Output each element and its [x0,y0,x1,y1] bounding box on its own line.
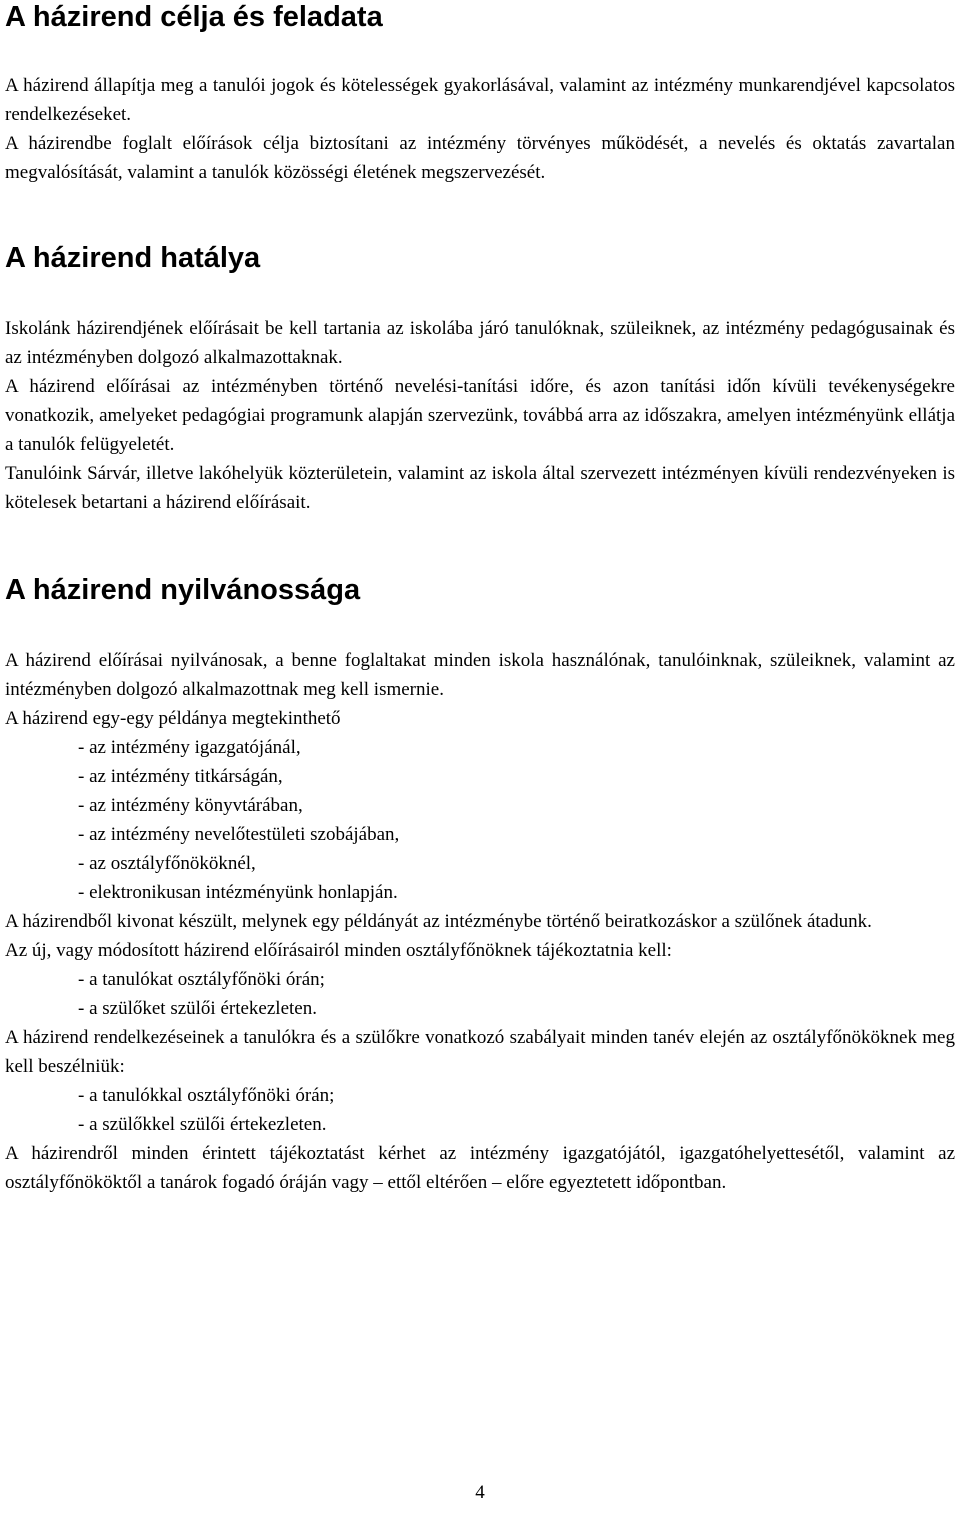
paragraph: Az új, vagy módosított házirend előírásairól minden osztályfőnöknek tájékoztatnia kell: [5,940,672,961]
list-item: - az intézmény könyvtárában, [78,795,303,816]
paragraph: A házirendről minden érintett tájékoztatást kérhet az intézmény igazgatójától, igazgatóhelyettesétől, valamint az osztályfőnököktől a tanárok fogadó óráján vagy – ettől eltérően – előre egyeztetett időpontban. [5,1143,955,1193]
list-item: - a szülőket szülői értekezleten. [78,998,317,1019]
viewing-locations-list [5,733,955,907]
paragraph: A házirend rendelkezéseinek a tanulókra és a szülőkre vonatkozó szabályait minden tanév elején az osztályfőnököknek meg kell beszélniük: [5,1027,955,1077]
list-item: - a tanulókkal osztályfőnöki órán; [78,1085,335,1106]
paragraph: A házirendbe foglalt előírások célja biztosítani az intézmény törvényes működését, a nevelés és oktatás zavartalan megvalósítását, valamint a tanulók közösségi életének megszervezését. [5,133,955,183]
paragraph: A házirend előírásai nyilvánosak, a benne foglaltakat minden iskola használónak, tanulóinknak, szüleiknek, valamint az intézményben dolgozó alkalmazottnak meg kell ismernie. [5,650,955,700]
section-body-publicity [5,646,955,1197]
paragraph: A házirendből kivonat készült, melynek egy példányát az intézménybe történő beiratkozáskor a szülőnek átadunk. [5,911,872,932]
discussion-list [5,1081,955,1139]
list-item: - az intézmény nevelőtestületi szobájában, [78,824,400,845]
paragraph: Iskolánk házirendjének előírásait be kell tartania az iskolába járó tanulóknak, szüleiknek, az intézmény pedagógusainak és az intézményben dolgozó alkalmazottaknak. [5,318,955,368]
list-item: - elektronikusan intézményünk honlapján. [78,882,398,903]
list-item: - az osztályfőnököknél, [78,853,256,874]
section-heading-publicity: A házirend nyilvánossága [5,574,361,606]
list-item: - a szülőkkel szülői értekezleten. [78,1114,327,1135]
informing-list [5,965,955,1023]
section-body-purpose [5,71,955,187]
list-item: - az intézmény titkárságán, [78,766,283,787]
paragraph: A házirend előírásai az intézményben történő nevelési-tanítási időre, és azon tanítási időn kívüli tevékenységekre vonatkozik, amelyeket pedagógiai programunk alapján szervezünk, továbbá arra az időszakra, amelyen intézményünk ellátja a tanulók felügyeletét. [5,376,955,455]
section-heading-purpose: A házirend célja és feladata [5,1,383,33]
page-number: 4 [475,1482,485,1503]
paragraph: Tanulóink Sárvár, illetve lakóhelyük közterületein, valamint az iskola által szervezett intézményen kívüli rendezvényeken is kötelesek betartani a házirend előírásait. [5,463,955,513]
section-body-scope [5,314,955,517]
paragraph: A házirend egy-egy példánya megtekinthető [5,708,341,729]
list-item: - a tanulókat osztályfőnöki órán; [78,969,325,990]
paragraph: A házirend állapítja meg a tanulói jogok és kötelességek gyakorlásával, valamint az intézmény munkarendjével kapcsolatos rendelkezéseket. [5,75,955,125]
list-item: - az intézmény igazgatójánál, [78,737,301,758]
section-heading-scope: A házirend hatálya [5,242,261,274]
